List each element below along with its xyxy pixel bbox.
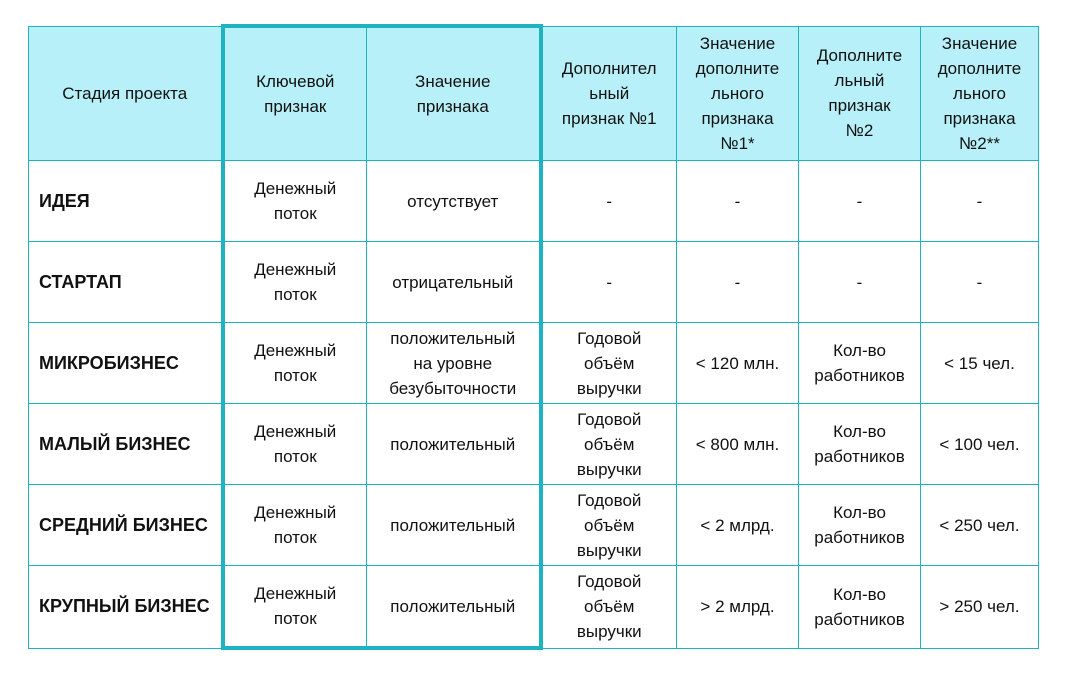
feature-value-cell: отсутствует <box>367 161 541 242</box>
extra1-cell: - <box>541 242 677 323</box>
extra2-value-cell: < 15 чел. <box>921 323 1039 404</box>
header-extra1: Дополнител ьный признак №1 <box>541 26 677 161</box>
extra2-cell: - <box>799 161 921 242</box>
feature-value-cell: положительный на уровне безубыточности <box>367 323 541 404</box>
extra2-value-cell: > 250 чел. <box>921 566 1039 649</box>
feature-value-cell: отрицательный <box>367 242 541 323</box>
extra1-cell: Годовой объём выручки <box>541 404 677 485</box>
key-feature-cell: Денежный поток <box>223 485 367 566</box>
extra2-value-cell: < 100 чел. <box>921 404 1039 485</box>
extra2-cell: Кол-во работников <box>799 566 921 649</box>
table-container <box>28 24 1039 650</box>
header-stage: Стадия проекта <box>29 26 223 161</box>
extra1-value-cell: < 120 млн. <box>677 323 799 404</box>
extra1-value-cell: - <box>677 161 799 242</box>
project-stages-table <box>28 24 1039 650</box>
extra1-cell: - <box>541 161 677 242</box>
extra1-cell: Годовой объём выручки <box>541 485 677 566</box>
key-feature-cell: Денежный поток <box>223 404 367 485</box>
header-key-feature: Ключевой признак <box>223 26 367 161</box>
extra1-value-cell: < 800 млн. <box>677 404 799 485</box>
extra1-cell: Годовой объём выручки <box>541 566 677 649</box>
extra2-value-cell: - <box>921 161 1039 242</box>
table-row <box>29 485 1039 566</box>
extra1-cell: Годовой объём выручки <box>541 323 677 404</box>
stage-cell: ИДЕЯ <box>29 161 223 242</box>
table-row <box>29 404 1039 485</box>
extra2-cell: Кол-во работников <box>799 323 921 404</box>
feature-value-cell: положительный <box>367 485 541 566</box>
stage-cell: МАЛЫЙ БИЗНЕС <box>29 404 223 485</box>
stage-cell: КРУПНЫЙ БИЗНЕС <box>29 566 223 649</box>
extra2-cell: Кол-во работников <box>799 485 921 566</box>
header-extra1-value: Значение дополните льного признака №1* <box>677 26 799 161</box>
table-row <box>29 323 1039 404</box>
key-feature-cell: Денежный поток <box>223 566 367 649</box>
extra2-cell: - <box>799 242 921 323</box>
key-feature-cell: Денежный поток <box>223 161 367 242</box>
extra2-value-cell: - <box>921 242 1039 323</box>
extra1-value-cell: > 2 млрд. <box>677 566 799 649</box>
extra2-value-cell: < 250 чел. <box>921 485 1039 566</box>
extra1-value-cell: < 2 млрд. <box>677 485 799 566</box>
extra1-value-cell: - <box>677 242 799 323</box>
stage-cell: СТАРТАП <box>29 242 223 323</box>
extra2-cell: Кол-во работников <box>799 404 921 485</box>
feature-value-cell: положительный <box>367 566 541 649</box>
table-row <box>29 242 1039 323</box>
stage-cell: МИКРОБИЗНЕС <box>29 323 223 404</box>
key-feature-cell: Денежный поток <box>223 242 367 323</box>
header-feature-value: Значение признака <box>367 26 541 161</box>
stage-cell: СРЕДНИЙ БИЗНЕС <box>29 485 223 566</box>
key-feature-cell: Денежный поток <box>223 323 367 404</box>
header-extra2-value: Значение дополните льного признака №2** <box>921 26 1039 161</box>
feature-value-cell: положительный <box>367 404 541 485</box>
header-extra2: Дополните льный признак №2 <box>799 26 921 161</box>
table-header-row <box>29 26 1039 161</box>
table-row <box>29 161 1039 242</box>
table-row <box>29 566 1039 649</box>
